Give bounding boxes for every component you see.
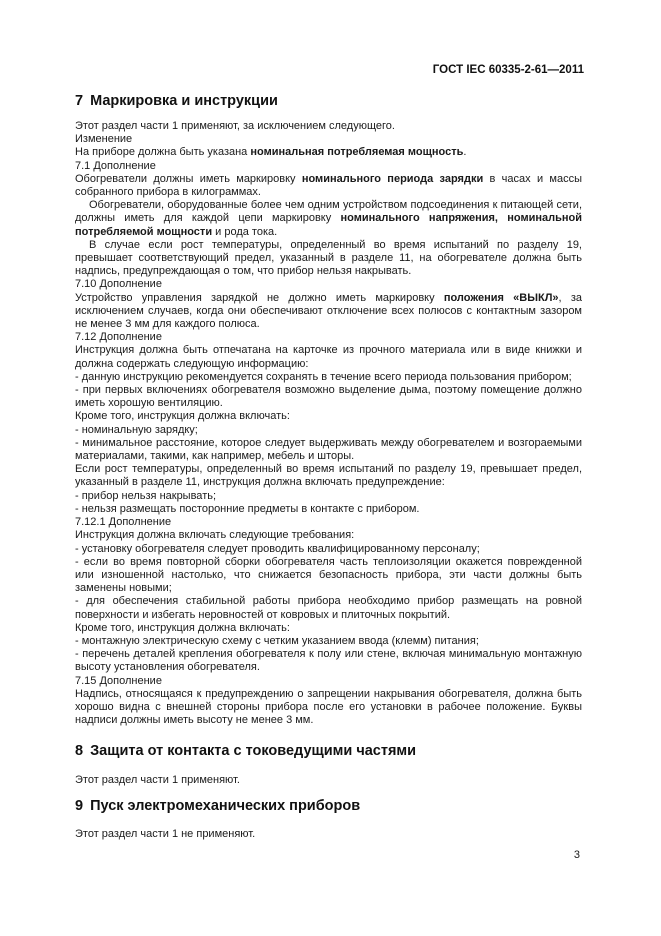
paragraph-text: - минимальное расстояние, которое следует выдерживать между обогревателем и возгораемыми материалами, такими, как например, мебель и шторы. <box>75 436 582 463</box>
section-7-paragraph <box>75 410 582 423</box>
section-9-text: Этот раздел части 1 не применяют. <box>75 828 256 840</box>
section-7-paragraph <box>75 133 582 146</box>
section-7-paragraph <box>75 120 582 133</box>
paragraph-text: - номинальную зарядку; <box>75 423 198 436</box>
paragraph-text: Обогреватели, оборудованные более чем одним устройством подсоединения к питающей сети, должны иметь для каждой цепи маркировку <box>75 199 582 225</box>
section-7-paragraph <box>75 331 582 344</box>
section-9-heading: Пуск электромеханических приборов <box>90 798 361 814</box>
section-7-paragraph <box>75 278 582 291</box>
section-7-body <box>75 120 582 727</box>
section-7-paragraph <box>75 173 582 199</box>
section-8-number: 8 <box>75 743 84 759</box>
paragraph-text: - монтажную электрическую схему с четким указанием ввода (клемм) питания; <box>75 634 479 647</box>
section-7-paragraph <box>75 424 582 437</box>
document-header: ГОСТ IEC 60335-2-61—2011 <box>432 64 584 76</box>
paragraph-text: - данную инструкцию рекомендуется сохранять в течение всего периода пользования прибором; <box>75 370 572 383</box>
section-7-paragraph <box>75 516 582 529</box>
section-7-paragraph <box>75 384 582 410</box>
section-7-title <box>75 93 278 109</box>
section-7-paragraph <box>75 635 582 648</box>
section-7-paragraph <box>75 160 582 173</box>
paragraph-text-after: в часах и массы собранного прибора в килограммах. <box>75 172 582 199</box>
section-7-paragraph <box>75 371 582 384</box>
paragraph-text: Изменение <box>75 133 133 146</box>
section-7-paragraph <box>75 543 582 556</box>
section-7-paragraph <box>75 463 582 489</box>
paragraph-text: Этот раздел части 1 применяют, за исключением следующего. <box>75 120 395 132</box>
paragraph-text: - если во время повторной сборки обогревателя часть теплоизоляции окажется поврежденной или изношенной настолько, что снижается безопасность прибора, эти части должны быть заменены новыми; <box>75 555 582 595</box>
paragraph-text: 7.15 Дополнение <box>75 674 162 687</box>
section-7-paragraph <box>75 595 582 621</box>
paragraph-text: 7.1 Дополнение <box>75 159 156 172</box>
paragraph-text: Инструкция должна быть отпечатана на карточке из прочного материала или в виде книжки и должна содержать следующую информацию: <box>75 344 582 370</box>
section-7-paragraph <box>75 344 582 370</box>
section-9-number: 9 <box>75 798 84 814</box>
section-7-paragraph <box>75 556 582 596</box>
page-number: 3 <box>573 849 580 861</box>
paragraph-bold-term: положения «ВЫКЛ» <box>443 291 559 304</box>
section-8-title <box>75 743 416 759</box>
paragraph-text: - установку обогревателя следует проводить квалифицированному персоналу; <box>75 542 480 555</box>
section-7-heading: Маркировка и инструкции <box>90 93 278 109</box>
paragraph-text: Если рост температуры, определенный во время испытаний по разделу 19, превышает предел, указанный в разделе 11, инструкция должна включать предупреждение: <box>75 463 582 489</box>
section-7-paragraph <box>75 437 582 463</box>
paragraph-bold-term: номинального периода зарядки <box>301 172 484 185</box>
paragraph-text-after: , за исключением случаев, когда они обеспечивают отключение всех полюсов с контактным зазором не менее 3 мм для каждого полюса. <box>75 291 582 331</box>
section-7-paragraph <box>75 675 582 688</box>
paragraph-text: Инструкция должна включать следующие требования: <box>75 529 355 542</box>
paragraph-text: Устройство управления зарядкой не должно иметь маркировку <box>75 291 444 304</box>
paragraph-text: - прибор нельзя накрывать; <box>75 489 217 502</box>
section-9-title <box>75 798 360 814</box>
section-7-paragraph <box>75 146 582 159</box>
paragraph-bold-term: номинального напряжения, номинальной потребляемой мощности <box>75 212 582 238</box>
paragraph-text: В случае если рост температуры, определенный во время испытаний по разделу 19, превышает соответствующий предел, указанный в разделе 11, на обогревателе должна быть надпись, предупреждающая о том, что прибор нельзя накрывать. <box>75 238 582 278</box>
paragraph-text: Обогреватели должны иметь маркировку <box>75 172 302 185</box>
section-7-paragraph <box>75 529 582 542</box>
paragraph-text: 7.12.1 Дополнение <box>75 516 172 529</box>
section-8-heading: Защита от контакта с токоведущими частями <box>90 743 417 759</box>
section-7-paragraph <box>75 490 582 503</box>
section-7-number: 7 <box>75 93 84 109</box>
section-7-paragraph <box>75 503 582 516</box>
paragraph-text-after: . <box>463 146 467 159</box>
paragraph-text: - нельзя размещать посторонние предметы в контакте с прибором. <box>75 502 420 515</box>
paragraph-text: - для обеспечения стабильной работы прибора необходимо прибор размещать на ровной поверхности и избегать неровностей от ковровых и плиточных покрытий. <box>75 595 582 621</box>
paragraph-text: На приборе должна быть указана <box>75 146 251 159</box>
paragraph-text-after: и рода тока. <box>212 225 278 238</box>
section-7-paragraph <box>75 648 582 674</box>
section-7-paragraph <box>75 688 582 728</box>
paragraph-text: - перечень деталей крепления обогревателя к полу или стене, включая минимальную монтажную высоту установления обогревателя. <box>75 648 582 674</box>
paragraph-text: Кроме того, инструкция должна включать: <box>75 410 290 423</box>
paragraph-text: Надпись, относящаяся к предупреждению о запрещении накрывания обогревателя, должна быть хорошо видна с внешней стороны прибора после его установки в рабочее положение. Буквы надписи должны иметь высоту не менее 3 мм. <box>75 687 582 727</box>
paragraph-bold-term: номинальная потребляемая мощность <box>250 146 464 159</box>
section-8-text: Этот раздел части 1 применяют. <box>75 774 240 786</box>
paragraph-text: Кроме того, инструкция должна включать: <box>75 621 290 634</box>
section-7-paragraph <box>75 239 582 279</box>
section-7-paragraph <box>75 292 582 332</box>
paragraph-text: 7.10 Дополнение <box>75 278 162 291</box>
paragraph-text: 7.12 Дополнение <box>75 331 162 344</box>
section-7-paragraph <box>75 622 582 635</box>
paragraph-text: - при первых включениях обогревателя возможно выделение дыма, поэтому помещение должно иметь хорошую вентиляцию. <box>75 384 582 410</box>
section-7-paragraph <box>75 199 582 239</box>
